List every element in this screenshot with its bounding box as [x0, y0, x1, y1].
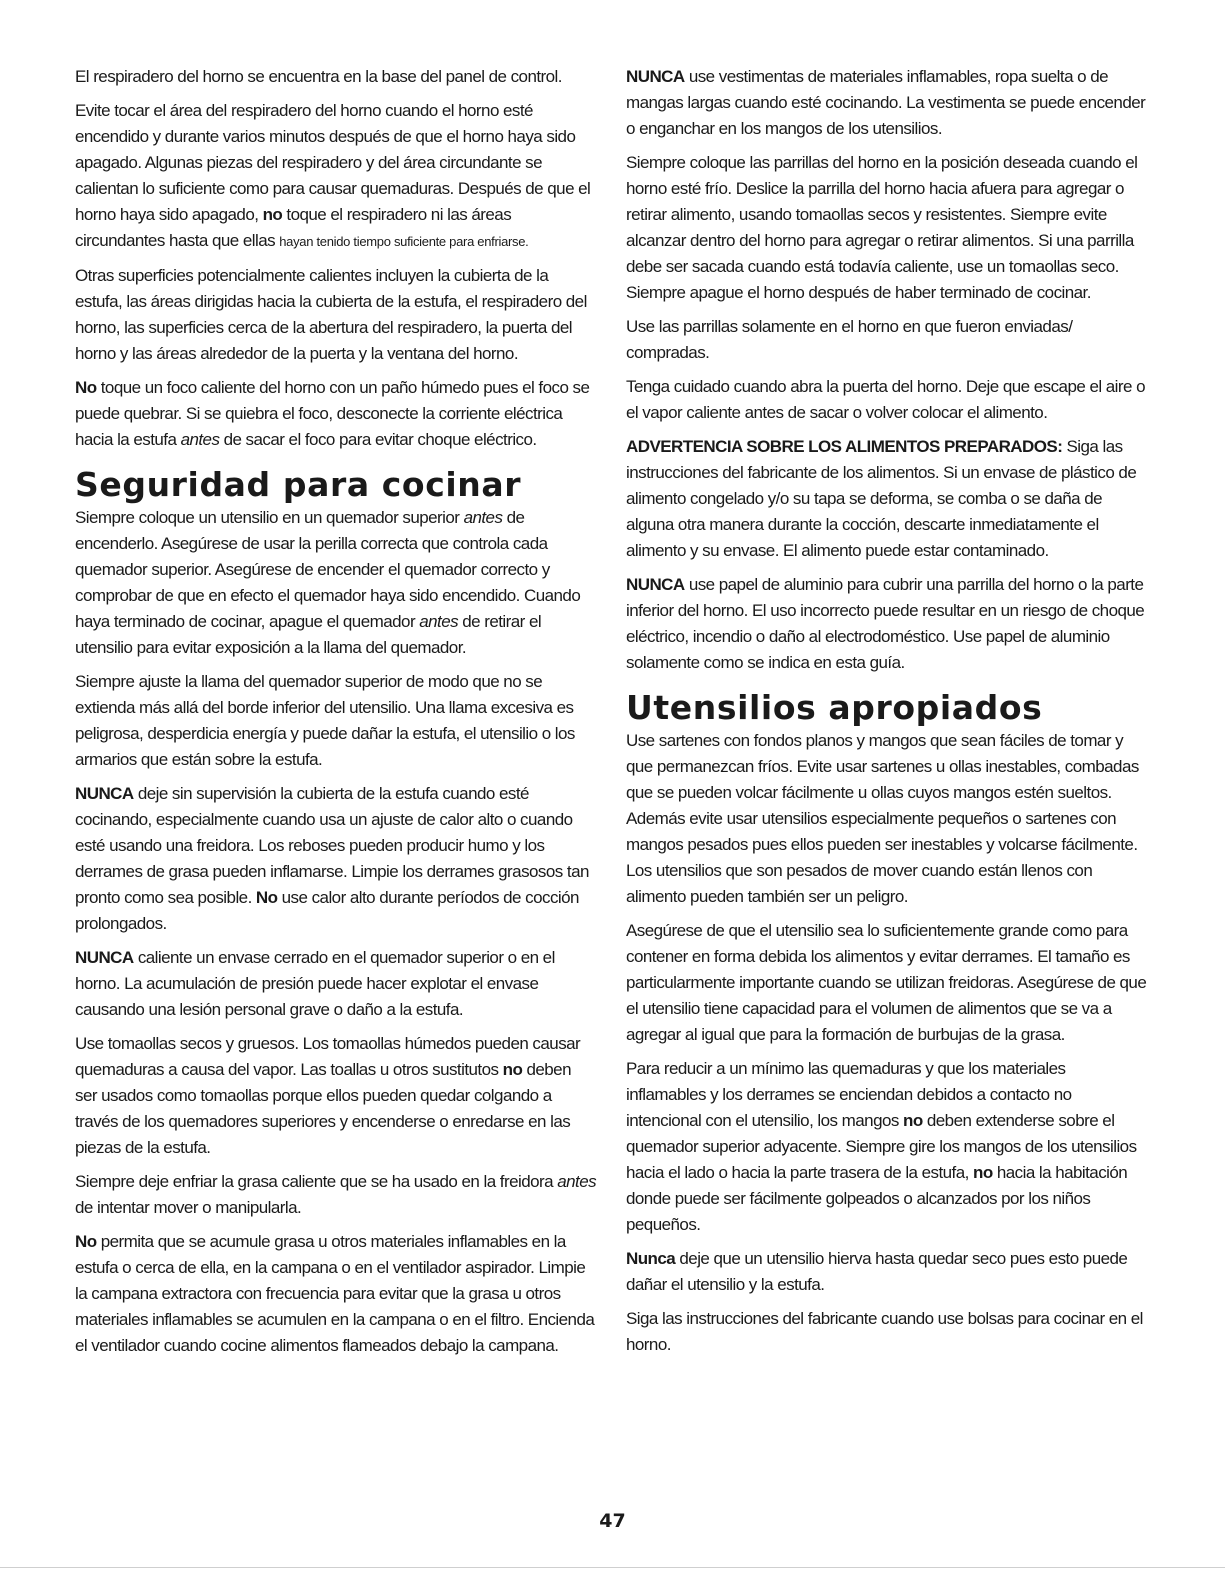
paragraph: Otras superficies potencialmente calientes incluyen la cubierta de la estufa, las áreas dirigidas hacia la cubierta de la estufa, el respiradero del horno, las superficies cerca de la abertura del respiradero, la puerta del horno y las áreas alrededor de la puerta y la ventana del horno.: [75, 266, 587, 363]
paragraph: Use sartenes con fondos planos y mangos que sean fáciles de tomar y que permanezcan fríos. Evite usar sartenes u ollas inestables, combadas que se pueden volcar fácilmente u ollas cuyos mangos estén sueltos. Además evite usar utensilios especialmente pequeños o sartenes con mangos pesados pues ellos pueden ser inestables y volcarse fácilmente. Los utensilios que son pesados de mover cuando están llenos con alimento pueden también ser un peligro.: [626, 731, 1139, 906]
bold-text: No: [75, 1232, 97, 1251]
text: deje que un utensilio hierva hasta quedar seco pues esto puede dañar el utensilio y la estufa.: [626, 1249, 1128, 1294]
bold-text: No: [255, 888, 278, 907]
bold-text: Nunca: [626, 1249, 676, 1268]
paragraph: [75, 505, 597, 661]
bold-text: no: [262, 205, 283, 224]
bold-text: No: [75, 378, 97, 397]
bold-text: ADVERTENCIA SOBRE LOS ALIMENTOS PREPARADOS:: [626, 437, 1063, 456]
paragraph: [75, 1031, 597, 1161]
paragraph: Siempre ajuste la llama del quemador superior de modo que no se extienda más allá del borde inferior del utensilio. Una llama excesiva es peligrosa, desperdicia energía y puede dañar la estufa, el utensilio o los armarios que están sobre la estufa.: [75, 672, 575, 769]
paragraph: [75, 945, 597, 1023]
paragraph: [626, 1056, 1148, 1238]
paragraph: Use las parrillas solamente en el horno en que fueron enviadas/ compradas.: [626, 317, 1073, 362]
text: Siempre coloque un utensilio en un quemador superior: [75, 508, 464, 527]
bold-text: no: [903, 1111, 923, 1130]
text: hacia la habitación donde puede ser fácilmente golpeados o alcanzados por los niños pequeños.: [626, 1163, 1128, 1234]
paragraph: [626, 572, 1148, 676]
small-text: hayan tenido tiempo suficiente para enfriarse.: [279, 234, 529, 249]
bottom-divider: [0, 1567, 1225, 1568]
italic-text: antes: [419, 612, 459, 631]
paragraph: Tenga cuidado cuando abra la puerta del horno. Deje que escape el aire o el vapor caliente antes de sacar o volver colocar el alimento.: [626, 377, 1145, 422]
text: deben ser usados como tomaollas porque ellos pueden quedar colgando a través de los quemadores superiores y encenderse o enredarse en las piezas de la estufa.: [75, 1060, 571, 1157]
paragraph: El respiradero del horno se encuentra en la base del panel de control.: [75, 67, 562, 86]
italic-text: antes: [463, 508, 503, 527]
paragraph: [75, 98, 597, 255]
paragraph: [75, 1229, 597, 1359]
section-heading-utensilios: Utensilios apropiados: [626, 688, 1043, 727]
page-number: 47: [599, 1510, 626, 1532]
right-column: [626, 64, 1148, 1366]
text: use papel de aluminio para cubrir una parrilla del horno o la parte inferior del horno. El uso incorrecto puede resultar en un riesgo de choque eléctrico, incendio o daño al electrodoméstico. Use papel de aluminio solamente como se indica en esta guía.: [626, 575, 1145, 672]
bold-text: no: [972, 1163, 993, 1182]
paragraph: [75, 375, 597, 453]
left-column: [75, 64, 597, 1367]
text: Para reducir a un mínimo las quemaduras y que los materiales inflamables y los derrames se enciendan debidos a contacto no intencional con el utensilio, los mangos: [626, 1059, 1072, 1130]
text: use vestimentas de materiales inflamables, ropa suelta o de mangas largas cuando esté cocinando. La vestimenta se puede encender o enganchar en los mangos de los utensilios.: [626, 67, 1146, 138]
text: de sacar el foco para evitar choque eléctrico.: [219, 430, 537, 449]
bold-text: NUNCA: [75, 784, 134, 803]
paragraph: Siga las instrucciones del fabricante cuando use bolsas para cocinar en el horno.: [626, 1309, 1143, 1354]
text: de encenderlo. Asegúrese de usar la perilla correcta que controla cada quemador superior. Asegúrese de encender el quemador correcto y comprobar de que en efecto el quemador haya sido encendido. Cuando haya terminado de cocinar, apague el quemador: [75, 508, 581, 631]
text: deben extenderse sobre el quemador superior adyacente. Siempre gire los mangos de los utensilios hacia el lado o hacia la parte trasera de la estufa,: [626, 1111, 1137, 1182]
paragraph: [626, 64, 1148, 142]
text: caliente un envase cerrado en el quemador superior o en el horno. La acumulación de presión puede hacer explotar el envase causando una lesión personal grave o daño a la estufa.: [75, 948, 555, 1019]
text: deje sin supervisión la cubierta de la estufa cuando esté cocinando, especialmente cuando usa un ajuste de calor alto o cuando esté usando una freidora. Los reboses pueden producir humo y los derrames de grasa pueden inflamarse. Limpie los derrames grasosos tan pronto como sea posible.: [75, 784, 589, 907]
paragraph: Asegúrese de que el utensilio sea lo suficientemente grande como para contener en forma debida los alimentos y evitar derrames. El tamaño es particularmente importante cuando se utilizan freidoras. Asegúrese de que el utensilio tiene capacidad para el volumen de alimentos que se va a agregar al igual que para la formación de burbujas de la grasa.: [626, 921, 1147, 1044]
text: permita que se acumule grasa u otros materiales inflamables en la estufa o cerca de ella, en la campana o en el ventilador aspirador. Limpie la campana extractora con frecuencia para evitar que la grasa u otros materiales inflamables se acumulen en la campana o en el filtro. Encienda el ventilador cuando cocine alimentos flameados debajo la campana.: [75, 1232, 595, 1355]
bold-text: NUNCA: [75, 948, 134, 967]
paragraph: [626, 434, 1148, 564]
text: Use tomaollas secos y gruesos. Los tomaollas húmedos pueden causar quemaduras a causa del vapor. Las toallas u otros sustitutos: [75, 1034, 581, 1079]
bold-text: NUNCA: [626, 67, 685, 86]
paragraph: [75, 1169, 597, 1221]
text: Siga las instrucciones del fabricante de los alimentos. Si un envase de plástico de alimento congelado y/o su tapa se deforma, se comba o se daña de alguna otra manera durante la cocción, descarte inmediatamente el alimento y su envase. El alimento puede estar contaminado.: [626, 437, 1137, 560]
italic-text: antes: [557, 1172, 597, 1191]
bold-text: no: [502, 1060, 523, 1079]
section-heading-seguridad: Seguridad para cocinar: [75, 465, 522, 504]
text: Evite tocar el área del respiradero del horno cuando el horno esté encendido y durante varios minutos después de que el horno haya sido apagado. Algunas piezas del respiradero y del área circundante se calientan lo suficiente como para causar quemaduras. Después de que el horno haya sido apagado,: [75, 101, 591, 224]
text: toque el respiradero ni las áreas circundantes hasta que ellas: [75, 205, 512, 250]
bold-text: NUNCA: [626, 575, 685, 594]
text: de intentar mover o manipularla.: [75, 1198, 302, 1217]
text: use calor alto durante períodos de cocción prolongados.: [75, 888, 579, 933]
text: toque un foco caliente del horno con un paño húmedo pues el foco se puede quebrar. Si se quiebra el foco, desconecte la corriente eléctrica hacia la estufa: [75, 378, 590, 449]
text: de retirar el utensilio para evitar exposición a la llama del quemador.: [75, 612, 542, 657]
italic-text: antes: [180, 430, 220, 449]
text: Siempre deje enfriar la grasa caliente que se ha usado en la freidora: [75, 1172, 558, 1191]
paragraph: [626, 1246, 1148, 1298]
paragraph: [75, 781, 597, 937]
paragraph: Siempre coloque las parrillas del horno en la posición deseada cuando el horno esté frío. Deslice la parrilla del horno hacia afuera para agregar o retirar alimento, usando tomaollas secos y resistentes. Siempre evite alcanzar dentro del horno para agregar o retirar alimentos. Si una parrilla debe ser sacada cuando está todavía caliente, use un tomaollas seco. Siempre apague el horno después de haber terminado de cocinar.: [626, 153, 1138, 302]
